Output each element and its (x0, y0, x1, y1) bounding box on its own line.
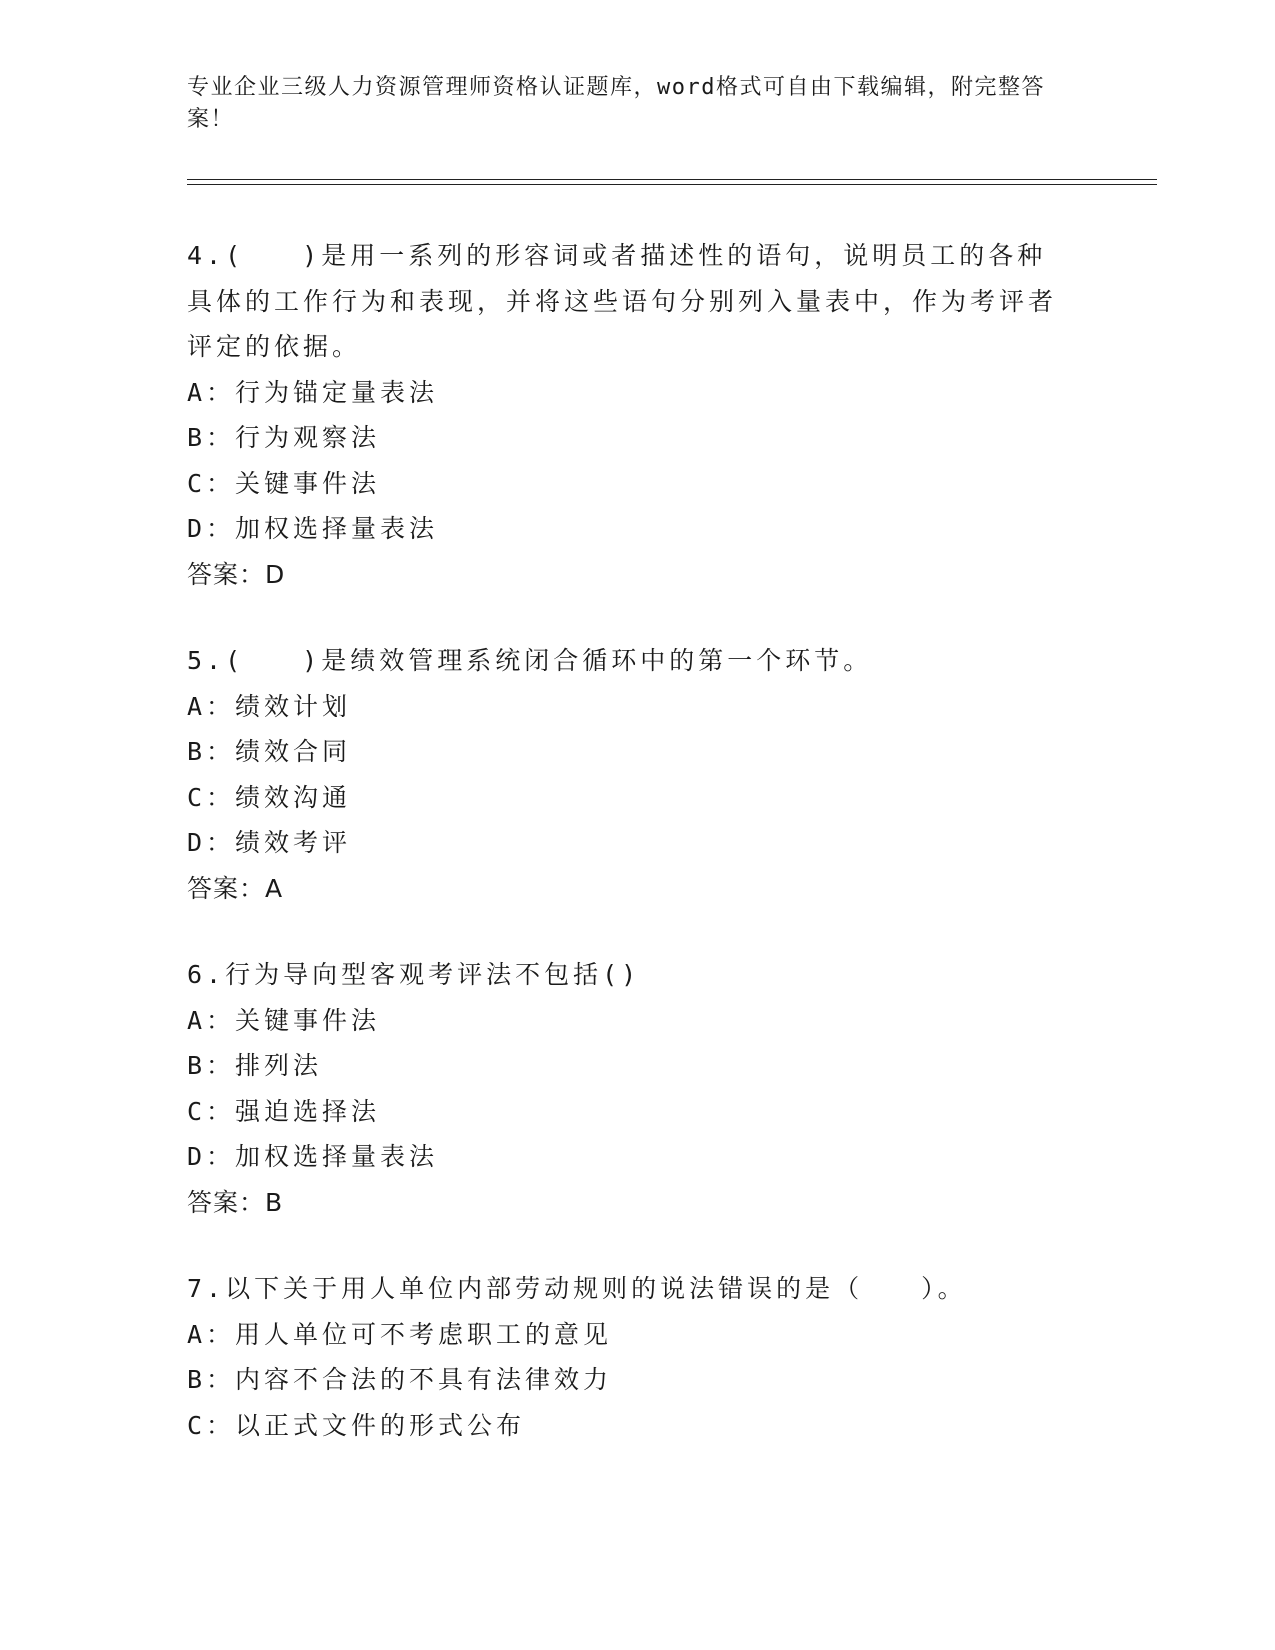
question-item (187, 638, 1067, 911)
answer-label: 答案：A (187, 873, 284, 903)
option-c: C：绩效沟通 (187, 782, 352, 812)
question-item (187, 1266, 1067, 1448)
question-stem: 6.行为导向型客观考评法不包括() (187, 960, 641, 989)
option-d: D：绩效考评 (187, 828, 352, 857)
option-c: C：以正式文件的形式公布 (187, 1410, 526, 1440)
header-divider-bottom (187, 184, 1157, 185)
option-b: B：绩效合同 (187, 737, 352, 766)
option-b: B：内容不合法的不具有法律效力 (187, 1365, 613, 1394)
question-stem: 5.( )是绩效管理系统闭合循环中的第一个环节。 (187, 646, 873, 675)
option-a: A：关键事件法 (187, 1005, 381, 1035)
question-stem: 7.以下关于用人单位内部劳动规则的说法错误的是（ ）。 (187, 1274, 967, 1303)
question-stem: 4.( )是用一系列的形容词或者描述性的语句，说明员工的各种具体的工作行为和表现，并将这些语句分别列入量表中，作为考评者评定的依据。 (187, 241, 1058, 361)
question-item (187, 952, 1067, 1225)
answer-label: 答案：D (187, 559, 286, 589)
document-header: 专业企业三级人力资源管理师资格认证题库，word格式可自由下载编辑，附完整答案！ (187, 75, 1045, 132)
option-c: C：强迫选择法 (187, 1096, 381, 1126)
option-b: B：排列法 (187, 1051, 323, 1080)
option-c: C：关键事件法 (187, 468, 381, 498)
header-divider-top (187, 179, 1157, 180)
option-a: A：用人单位可不考虑职工的意见 (187, 1319, 613, 1349)
option-d: D：加权选择量表法 (187, 514, 439, 543)
question-list (187, 233, 1067, 1489)
option-d: D：加权选择量表法 (187, 1142, 439, 1171)
option-b: B：行为观察法 (187, 423, 381, 452)
option-a: A：行为锚定量表法 (187, 377, 439, 407)
answer-label: 答案：B (187, 1187, 284, 1217)
question-item (187, 233, 1067, 597)
option-a: A：绩效计划 (187, 691, 352, 721)
